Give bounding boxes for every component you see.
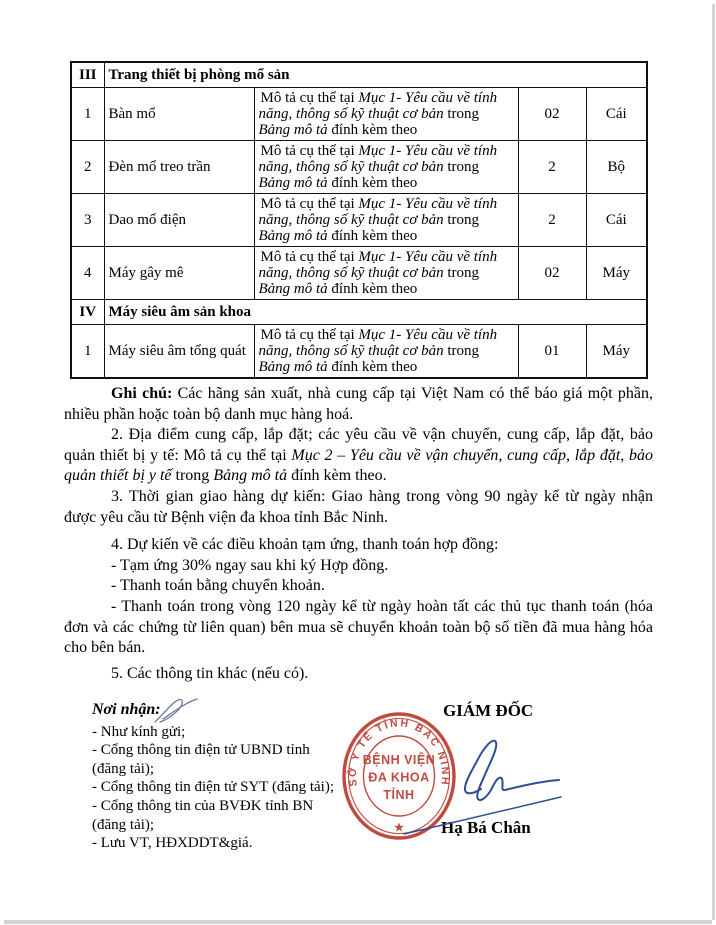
note-italic: Bảng mô tả xyxy=(213,467,288,485)
section-title: Máy siêu âm sản khoa xyxy=(104,300,647,325)
quantity-cell: 02 xyxy=(518,247,586,300)
paraph-scribble xyxy=(150,694,210,728)
table-row xyxy=(71,325,647,379)
description-cell xyxy=(254,88,518,141)
unit-cell: Máy xyxy=(586,247,647,300)
quantity-cell: 02 xyxy=(518,88,586,141)
unit-cell: Cái xyxy=(586,194,647,247)
desc-italic: Mục 1- Yêu cầu về tính năng, thông số kỹ thuật cơ bản xyxy=(258,326,498,359)
quantity-cell: 2 xyxy=(518,141,586,194)
desc-text: Mô tả cụ thể tại xyxy=(260,248,359,265)
note-text: trong xyxy=(171,467,214,485)
stamp-ring-text: SỞ Y TẾ TỈNH BẮC NINH xyxy=(346,717,452,788)
table-row xyxy=(71,141,647,194)
signature-scribble xyxy=(350,725,620,845)
quantity-cell: 2 xyxy=(518,194,586,247)
note-italic: Mục 2 – Yêu cầu về vận chuyển, cung cấp, lắp đặt, bảo quản thiết bị y tế xyxy=(64,446,654,485)
note-text: Các hãng sản xuất, nhà cung cấp tại Việt Nam có thể báo giá một phần, nhiều phần hoặc toàn bộ danh mục hàng hoá. xyxy=(64,385,653,423)
equipment-table xyxy=(70,61,648,379)
desc-text: trong xyxy=(443,342,479,359)
recipient-line: - Cổng thông tin của BVĐK tỉnh BN xyxy=(92,797,314,814)
note-paragraph xyxy=(64,384,653,425)
recipient-line: - Như kính gửi; xyxy=(92,723,186,740)
table-row xyxy=(71,194,647,247)
desc-italic: Mục 1- Yêu cầu về tính năng, thông số kỹ thuật cơ bản xyxy=(258,248,498,281)
desc-text: đính kèm theo xyxy=(327,175,418,192)
description-cell xyxy=(254,247,518,300)
desc-italic: Bảng mô tả xyxy=(258,228,328,245)
stamp-star-icon: ★ xyxy=(394,822,404,834)
desc-text: Mô tả cụ thể tại xyxy=(260,195,359,212)
page-edge-right xyxy=(712,4,715,920)
recipients-title: Nơi nhận: xyxy=(92,701,161,718)
recipient-line: - Cổng thông tin điện tử UBND tỉnh xyxy=(92,742,310,759)
stamp-center-text: ĐA KHOA xyxy=(368,770,430,785)
signer-name: Hạ Bá Chân xyxy=(441,818,531,837)
recipient-line: - Cổng thông tin điện tử SYT (đăng tải); xyxy=(92,779,334,796)
desc-text: trong xyxy=(443,158,479,175)
note-paragraph: 5. Các thông tin khác (nếu có). xyxy=(111,664,309,682)
desc-text: trong xyxy=(443,105,479,122)
note-bullet: - Tạm ứng 30% ngay sau khi ký Hợp đồng. xyxy=(111,556,389,574)
desc-text: trong xyxy=(443,211,479,228)
stamp-center-text: BỆNH VIỆN xyxy=(362,753,436,767)
row-number-cell: 2 xyxy=(71,141,104,194)
note-paragraph: 3. Thời gian giao hàng dự kiến: Giao hàng trong vòng 90 ngày kể từ ngày nhận được yêu cầu từ Bệnh viện đa khoa tỉnh Bắc Ninh. xyxy=(64,487,653,526)
device-name-cell: Đèn mổ treo trần xyxy=(104,141,254,194)
device-name-cell: Máy siêu âm tổng quát xyxy=(104,325,254,379)
desc-text: Mô tả cụ thể tại xyxy=(260,326,359,343)
desc-text: đính kèm theo xyxy=(327,359,418,376)
desc-text: đính kèm theo xyxy=(327,122,418,139)
unit-cell: Cái xyxy=(586,88,647,141)
table-row xyxy=(71,88,647,141)
recipient-line: - Lưu VT, HĐXDDT&giá. xyxy=(92,835,253,852)
desc-italic: Bảng mô tả xyxy=(258,175,328,192)
row-number-cell: 4 xyxy=(71,247,104,300)
row-number-cell: 1 xyxy=(71,325,104,379)
desc-italic: Mục 1- Yêu cầu về tính năng, thông số kỹ thuật cơ bản xyxy=(258,195,498,228)
quantity-cell: 01 xyxy=(518,325,586,379)
desc-text: trong xyxy=(443,264,479,281)
section-number: III xyxy=(71,62,104,88)
director-title: GIÁM ĐỐC xyxy=(443,701,534,720)
note-bullet: - Thanh toán bằng chuyển khoản. xyxy=(111,577,325,595)
recipient-line: (đăng tải); xyxy=(92,816,155,833)
note-bullet: - Thanh toán trong vòng 120 ngày kể từ ngày hoàn tất các thủ tục thanh toán (hóa đơn và các chứng từ liên quan) bên mua sẽ chuyển khoản toàn bộ số tiền đã mua hàng hóa cho bên bán. xyxy=(64,597,653,657)
unit-cell: Máy xyxy=(586,325,647,379)
note-label: Ghi chú: xyxy=(111,385,173,402)
desc-italic: Bảng mô tả xyxy=(258,281,328,298)
row-number-cell: 3 xyxy=(71,194,104,247)
table-row xyxy=(71,247,647,300)
note-paragraph: 4. Dự kiến về các điều khoản tạm ứng, thanh toán hợp đồng: xyxy=(111,536,499,554)
desc-italic: Mục 1- Yêu cầu về tính năng, thông số kỹ thuật cơ bản xyxy=(258,142,498,175)
stamp-center-text: TỈNH xyxy=(383,788,415,802)
page-edge-bottom xyxy=(4,920,712,924)
note-paragraph xyxy=(64,425,653,487)
notes-section xyxy=(64,384,653,684)
recipient-line: (đăng tải); xyxy=(92,760,155,777)
device-name-cell: Bàn mổ xyxy=(104,88,254,141)
section-number: IV xyxy=(71,300,104,325)
note-text: 2. Địa điểm cung cấp, lắp đặt; các yêu cầu về vận chuyển, cung cấp, lắp đặt, bảo quản thiết bị y tế: Mô tả cụ thể tại xyxy=(64,426,653,464)
device-name-cell: Dao mổ điện xyxy=(104,194,254,247)
desc-text: Mô tả cụ thể tại xyxy=(260,142,359,159)
desc-text: đính kèm theo xyxy=(327,281,418,298)
row-number-cell: 1 xyxy=(71,88,104,141)
recipients-block xyxy=(92,701,364,853)
device-name-cell: Máy gây mê xyxy=(104,247,254,300)
description-cell xyxy=(254,141,518,194)
description-cell xyxy=(254,325,518,379)
desc-text: Mô tả cụ thể tại xyxy=(260,89,359,106)
unit-cell: Bộ xyxy=(586,141,647,194)
desc-italic: Mục 1- Yêu cầu về tính năng, thông số kỹ thuật cơ bản xyxy=(258,89,498,122)
section-title: Trang thiết bị phòng mổ sản xyxy=(104,62,647,88)
note-text: đính kèm theo. xyxy=(287,467,387,485)
description-cell xyxy=(254,194,518,247)
desc-italic: Bảng mô tả xyxy=(258,359,328,376)
section-row-iii xyxy=(71,62,647,88)
desc-text: đính kèm theo xyxy=(327,228,418,245)
desc-italic: Bảng mô tả xyxy=(258,122,328,139)
section-row-iv xyxy=(71,300,647,325)
